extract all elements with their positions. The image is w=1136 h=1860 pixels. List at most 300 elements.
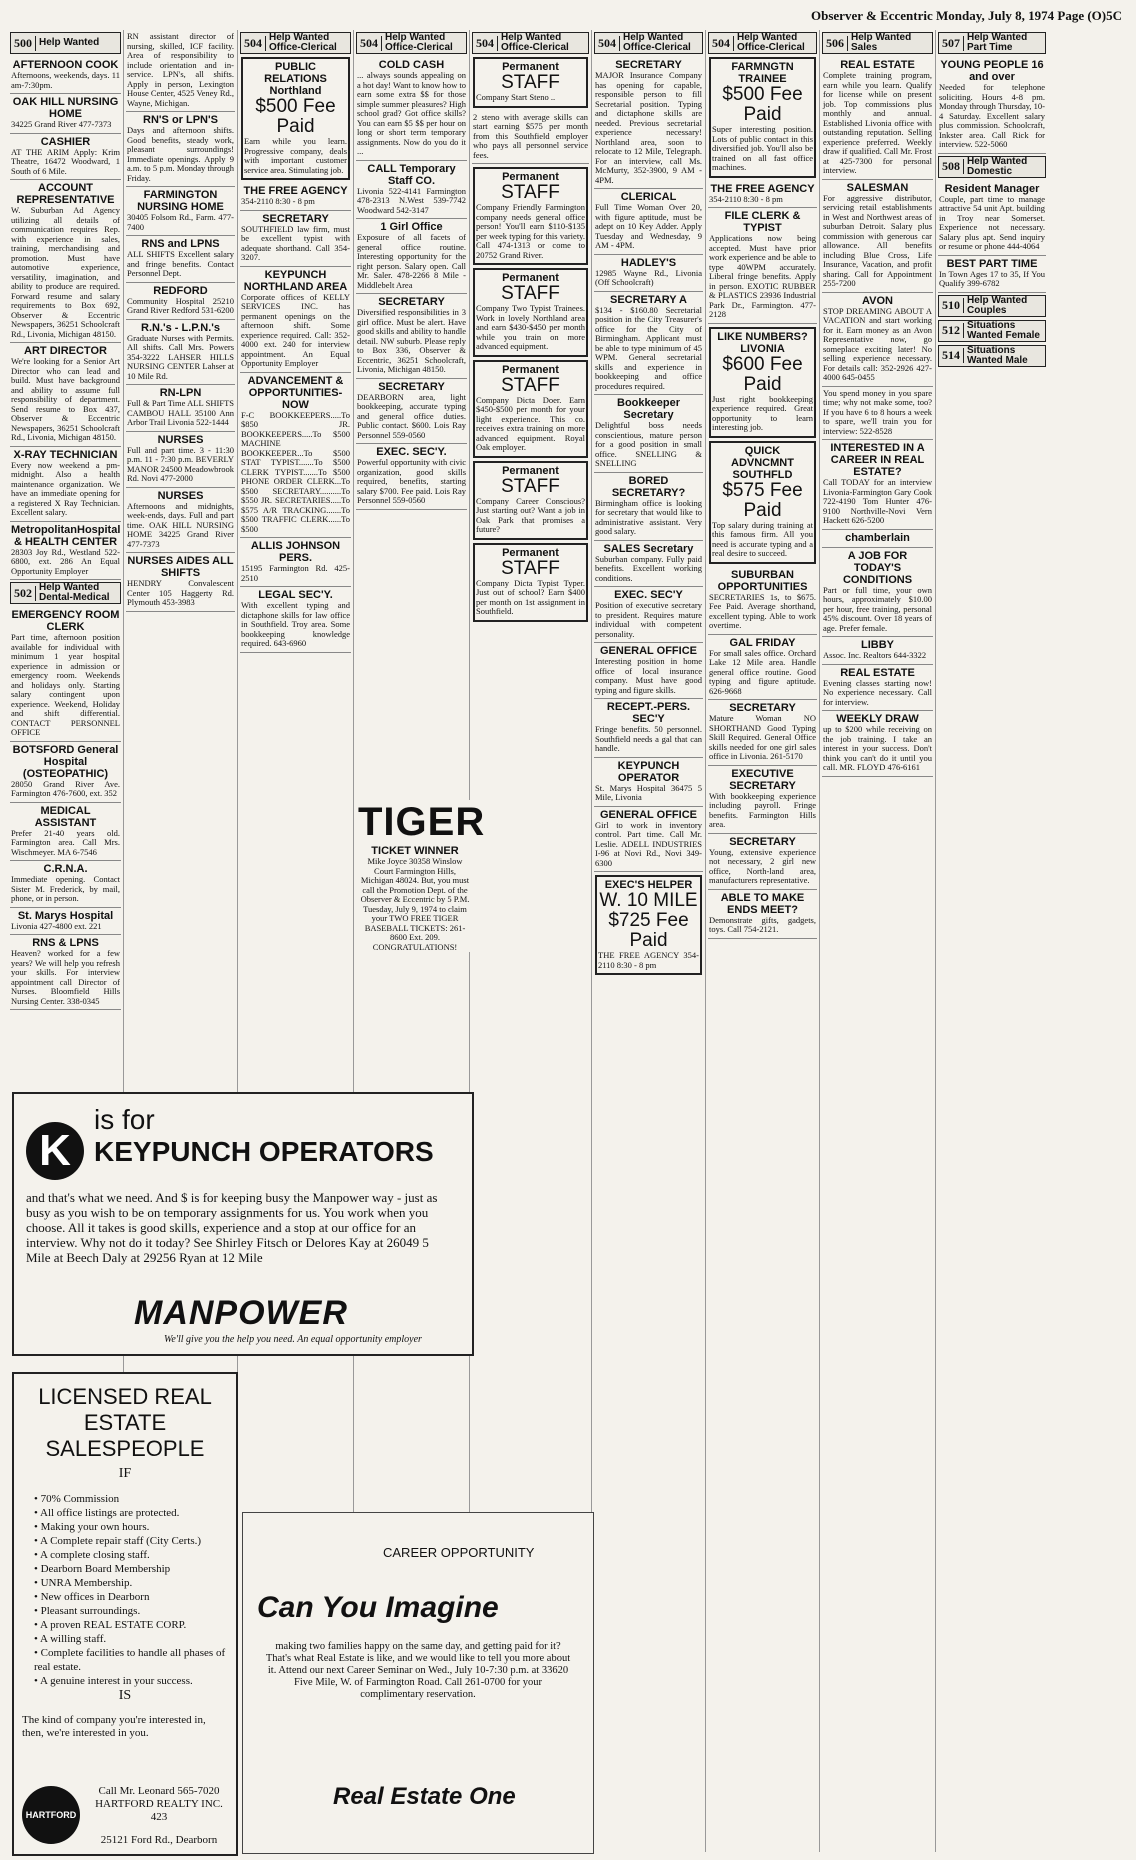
classified-ad: [594, 807, 703, 873]
ad-body: 28303 Joy Rd., Westland 522-6800, ext. 286 An Equal Opportunity Employer: [11, 546, 120, 576]
section-header: [938, 32, 1046, 54]
ad-headline: EXEC'S HELPER: [604, 879, 693, 891]
ad-display-text: STAFF: [501, 475, 560, 497]
tiger-subtitle: TICKET WINNER: [371, 845, 459, 857]
ad-headline: MetropolitanHospital & HEALTH CENTER: [11, 523, 121, 548]
classified-ad: [709, 327, 816, 438]
ad-headline: CLERICAL: [620, 191, 677, 203]
ad-body: Delightful boss needs conscientious, mature person for a good position in small office. SNELLING & SNELLING: [595, 420, 702, 468]
ad-body: In Town Ages 17 to 35, If You Qualify 399-6782: [939, 268, 1045, 288]
section-number: 507: [939, 36, 964, 51]
ad-body: 28050 Grand River Ave. Farmington 476-7600, ext. 352: [11, 778, 120, 798]
classified-ad: [594, 292, 703, 396]
ad-display-text: STAFF: [501, 182, 560, 203]
classified-ad: [594, 541, 703, 588]
classified-ad: [594, 189, 703, 255]
ad-body: Immediate opening. Contact Sister M. Frederick, by mail, phone, or in person.: [11, 874, 120, 903]
ad-headline: REAL ESTATE: [840, 59, 915, 71]
ad-headline: REDFORD: [153, 284, 208, 297]
classified-ad: [10, 522, 121, 581]
keypunch-line1: is for: [94, 1104, 155, 1135]
ad-body: MAJOR Insurance Company has opening for capable, responsible person to fill Secretarial position. Typing and dictaphone skills are needed. Previous secretarial experience necessary! Northland area, soon to relocate to 12 Mile, Telegraph. For an interview, call Ms. McMurty, 352-3900, 9 AM - 4PM.: [595, 70, 702, 185]
ad-body: AT THE ARIM Apply: Krim Theatre, 16472 Woodward, 1 South of 6 Mile.: [11, 146, 120, 176]
classified-ad: [473, 461, 588, 540]
classified-ad: [708, 834, 817, 890]
section-number: 512: [939, 323, 964, 338]
ad-headline: Permanent: [502, 272, 559, 284]
classified-ad: [126, 112, 235, 187]
section-header: [938, 320, 1046, 342]
ad-body: Corporate offices of KELLY SERVICES INC. has permanent openings on the afternoon shift. Some experience required. Call: 352-4000 ext. 240 for interview appointment. An Equal Opportunity Employer: [241, 291, 350, 368]
ad-body: Company Start Steno ..: [476, 92, 556, 102]
classified-ad: [595, 875, 702, 975]
section-header: [10, 32, 121, 54]
classified-ad: [594, 57, 703, 189]
ad-headline: WEEKLY DRAW: [836, 713, 919, 725]
ad-body: Full Time Woman Over 20, with figure aptitude, must be adept on 10 Key Adder. Apply Tuesday and Wednesday, 9 AM - 4PM.: [595, 202, 702, 250]
ad-body: For aggressive distributor, servicing retail establishments in West and Northwest areas of suburban Detroit. Salary plus commission with generous car allowance. All benefits including Blue Cross, Life Insurance, Vacation, and profit sharing. Call for Appointment 255-7200: [823, 192, 932, 288]
classified-column-7: [708, 30, 820, 1852]
ad-headline: EMERGENCY ROOM CLERK: [11, 609, 120, 633]
ad-headline: NURSES: [157, 433, 204, 446]
ad-headline: EXECUTIVE SECRETARY: [729, 767, 796, 792]
ad-body: 15195 Farmington Rd. 425-2510: [241, 563, 350, 583]
section-header: [822, 32, 933, 54]
ad-body: Assoc. Inc. Realtors 644-3322: [823, 650, 927, 660]
classified-ad: [10, 803, 121, 862]
section-number: 502: [11, 586, 36, 601]
ad-body: Young, extensive experience not necessary, 2 girl new office, North-land area, manufacturers representative.: [709, 846, 816, 885]
ad-headline: MEDICAL ASSISTANT: [34, 804, 97, 829]
section-header: [708, 32, 817, 54]
section-header: [938, 156, 1046, 178]
manpower-brand: MANPOWER: [134, 1294, 348, 1332]
hartford-title: LICENSED REAL ESTATE SALESPEOPLE: [38, 1384, 212, 1461]
ad-headline: A JOB FOR TODAY'S CONDITIONS: [842, 549, 913, 586]
section-number: 510: [939, 298, 964, 313]
classified-column-6: [594, 30, 706, 1852]
ad-body: 354-2110 8:30 - 8 pm: [241, 196, 315, 206]
section-header: [938, 295, 1046, 317]
section-number: 504: [357, 36, 382, 51]
ad-headline: SUBURBAN OPPORTUNITIES: [717, 568, 808, 593]
ad-body: St. Marys Hospital 36475 5 Mile, Livonia: [595, 782, 702, 802]
hartford-benefit-item: • A Complete repair staff (City Certs.): [34, 1534, 236, 1548]
section-header: [594, 32, 703, 54]
section-number: 504: [595, 36, 620, 51]
classified-ad: [10, 180, 121, 343]
ad-headline: THE FREE AGENCY: [710, 182, 815, 195]
ad-headline: SECRETARY: [729, 702, 796, 714]
ad-headline: GENERAL OFFICE: [600, 645, 697, 657]
ad-headline: AFTERNOON COOK: [12, 59, 119, 71]
section-number: 500: [11, 36, 36, 51]
tiger-word: TIGER: [358, 800, 486, 844]
classified-ad: [709, 57, 816, 178]
ad-headline: AVON: [862, 294, 893, 307]
ad-headline: NURSES AIDES ALL SHIFTS: [127, 555, 234, 579]
ad-headline: NURSES: [157, 489, 204, 502]
ad-body: Fringe benefits. 50 personnel. Southfield needs a gal that can handle.: [595, 724, 702, 753]
classified-ad: [822, 548, 933, 638]
hartford-contact: Call Mr. Leonard 565-7020 HARTFORD REALTY INC. 423: [95, 1785, 223, 1823]
ad-body: Livonia 427-4800 ext. 221: [11, 920, 102, 931]
classified-ad: [10, 908, 121, 936]
section-title: Help Wanted Part Time: [967, 32, 1028, 53]
classified-ad: [822, 57, 933, 180]
classified-ad: [594, 699, 703, 758]
classified-ad: [822, 665, 933, 712]
ad-body: Company Friendly Farmington company needs general office person! You'll earn $110-$135 per week typing for this variety. Call 474-1313 or come to 20752 Grand River.: [476, 202, 585, 260]
ad-display-text: STAFF: [501, 283, 560, 304]
hartford-address: 25121 Ford Rd., Dearborn: [100, 1834, 218, 1846]
ad-body: With bookkeeping experience including payroll. Fringe benefits. Farmington Hills area.: [709, 790, 816, 829]
hartford-benefit-list: [34, 1492, 236, 1688]
ad-body: Call TODAY for an interview Livonia-Farmington Gary Cook 722-4190 Tom Hunter 476-9100 Northville-Novi Vern Hackett 626-5200: [823, 477, 932, 525]
masthead: Observer & Eccentric Monday, July 8, 1974 Page (O)5C: [811, 8, 1122, 23]
classified-ad: [594, 255, 703, 292]
ad-body: Demonstrate gifts, gadgets, toys. Call 754-2121.: [709, 914, 816, 934]
ad-body: Graduate Nurses with Permits. All shifts. Call Mrs. Powers 354-3222 LAHSER HILLS NURSING CENTER Lahser at 10 Mile Rd.: [127, 332, 234, 381]
ad-headline: FILE CLERK & TYPIST: [724, 210, 801, 234]
ad-headline: ART DIRECTOR: [24, 345, 107, 357]
ad-body: STOP DREAMING ABOUT A VACATION and start working for it. Earn money as an Avon Representative now, go someplace exciting later! No selling experience necessary. For details call: 352-2926 427-4000 645-0455: [823, 305, 932, 382]
classified-ad: [594, 758, 703, 807]
keypunch-line2: KEYPUNCH OPERATORS: [94, 1136, 434, 1167]
ad-body: 354-2110 8:30 - 8 pm: [709, 193, 783, 204]
ad-display-text: STAFF: [501, 374, 560, 396]
ad-body: Company Career Conscious? Just starting out? Want a job in Oak Park that promises a future?: [476, 495, 585, 534]
classified-ad: [938, 181, 1046, 256]
keypunch-body: and that's what we need. And $ is for keeping busy the Manpower way - just as busy as you wish to be on temporary assignments for us. You work when you choose. All it takes is good skills, experience and a stop at our office for an interview. Why not do it today? See Shirley Fitsch or Delores Kay at 26049 5 Mile at Beech Daly at 29256 Ryan at 12 Mile: [26, 1190, 438, 1265]
ad-body: RN assistant director of nursing, skilled, ICF facility. Area of responsibility to include orientation and in-service. LPN's, all shifts. Apply in person, Lexington House Center, 4525 Veney Rd., Wayne, Michigan.: [127, 31, 234, 108]
hartford-if: IF: [118, 1466, 132, 1481]
section-title: Help Wanted Couples: [967, 294, 1028, 316]
ad-headline: LIKE NUMBERS? LIVONIA: [717, 330, 808, 355]
ad-headline: SECRETARY: [262, 212, 329, 225]
ad-body: 2 steno with average skills can start earning $575 per month from this Southfield employer who pays all personnel service fees.: [473, 111, 588, 160]
section-header: [356, 32, 467, 54]
classified-ad: [240, 587, 351, 653]
ad-headline: RN'S or LPN'S: [143, 114, 218, 126]
ad-headline: SECRETARY A: [609, 293, 687, 306]
classified-ad: [126, 488, 235, 554]
ad-body: Super interesting position. Lots of public contact in this diversified job. You'll also be trained on all fast office machines.: [712, 124, 813, 172]
classified-ad: [240, 267, 351, 373]
ad-body: Couple, part time to manage attractive 54 unit Apt. building in Troy near Somerset. Experience not necessary. Salary plus apt. Send inquiry or resume or phone 444-4064: [939, 193, 1045, 251]
ad-headline: LEGAL SEC'Y.: [258, 589, 333, 601]
ad-body: Company Dicta Doer. Earn $450-$500 per month for your light experience. This co. receives extra training on more advanced equipment. Royal Oak employer.: [476, 394, 585, 452]
classified-ad: [10, 343, 121, 447]
ad-body: Complete training program, earn while you learn. Qualify for license while on present job. Top commissions plus monthly and annual. Established Livonia office with outstanding reputation. Selling experience preferred. Weekly draw if qualified. Call Mr. Frost at 425-7300 for personal interview.: [823, 70, 932, 175]
ad-body: F-C BOOKKEEPERS.....To $850 JR. BOOKKEEPERS.....To $500 MACHINE BOOKKEEPER...To $500 STAT TYPIST.......To $500 CLERK TYPIST.......To $500 PHONE ORDER CLERK...To $500 SECRETARY..........To $550 JR. SECRETARIES.....To $575 A/R TRACKING.......To $500 TRAFFIC CLERK......To $500: [241, 409, 350, 534]
ad-body: Powerful opportunity with civic organization, good skills required, benefits, starting salary $700. Fee paid. Lois Ray Personnel 559-0560: [357, 457, 466, 505]
ad-headline: X-RAY TECHNICIAN: [13, 448, 118, 461]
hartford-benefit-item: • New offices in Dearborn: [34, 1590, 236, 1604]
ad-body: Prefer 21-40 years old. Farmington area. Call Mrs. Wischmeyer. MA 6-7546: [11, 827, 120, 857]
section-number: 504: [709, 36, 734, 51]
ad-headline: Permanent: [502, 171, 559, 183]
section-title: Help Wanted: [39, 37, 100, 48]
section-title: Help Wanted Office-Clerical: [737, 32, 805, 53]
ad-body: 12985 Wayne Rd., Livonia (Off Schoolcraft): [595, 267, 702, 287]
ad-body: DEARBORN area, light bookkeeping, accurate typing and general office duties. Public contact. $600. Lois Ray Personnel 559-0560: [357, 391, 466, 440]
classified-ad: [126, 30, 235, 112]
ad-body: Suburban company. Fully paid benefits. Excellent working conditions.: [595, 553, 702, 583]
ad-headline: KEYPUNCH NORTHLAND AREA: [243, 268, 348, 293]
classified-ad: [240, 183, 351, 211]
ad-headline: chamberlain: [845, 531, 910, 544]
ad-body: Days and afternoon shifts. Good benefits, steady work, pleasant surroundings! Immediate openings. Apply 9 a.m. to 5 p.m. Monday through Friday.: [127, 125, 234, 183]
ad-headline: FARMNGTN TRAINEE: [731, 61, 794, 85]
section-title: Help Wanted Office-Clerical: [501, 32, 569, 53]
classified-ad: [10, 742, 121, 803]
classified-ad: [126, 187, 235, 236]
classified-ad: [822, 530, 933, 548]
ad-body: Livonia 522-4141 Farmington 478-2313 N.West 539-7742 Woodward 542-3147: [357, 185, 466, 215]
classified-ad: [10, 134, 121, 181]
ad-display-text: W. 10 MILE $725 Fee Paid: [599, 890, 698, 951]
section-number: 504: [241, 36, 266, 51]
career-title: CAREER OPPORTUNITY: [383, 1545, 535, 1560]
ad-headline: ACCOUNT REPRESENTATIVE: [16, 182, 115, 206]
ad-headline: SALES Secretary: [603, 542, 694, 555]
classified-ad: [708, 766, 817, 834]
ad-headline: ALLIS JOHNSON PERS.: [250, 540, 341, 564]
hartford-logo: HARTFORD: [22, 1786, 80, 1844]
ad-body: Diversified responsibilities in 3 girl office. Must be alert. Have good skills and ability to handle detail. NW suburb. Please reply to Box 336, Observer & Eccentric, 36251 Schoolcraft, Livonia, Michigan 48150.: [357, 307, 466, 374]
ad-body: up to $200 while receiving on the job training. I take an interest in your success. Don't think you can't do it until you call. MR. FLOYD 476-6161: [823, 724, 932, 772]
section-title: Situations Wanted Male: [967, 344, 1028, 366]
ad-headline: BORED SECRETARY?: [611, 474, 686, 499]
hartford-benefit-item: • Pleasant surroundings.: [34, 1604, 236, 1618]
ad-body: Applications now being accepted. Must have prior work experience and be able to type 40WPM accurately. Liberal fringe benefits. Apply in person. EXOTIC RUBBER & PLASTICS 23936 Industrial Park Dr., Farmington. 477-2128: [709, 233, 816, 319]
section-header: [240, 32, 351, 54]
ad-body: Company Two Typist Trainees. Work in lovely Northland area and earn $430-$450 per month while you train on more advanced equipment.: [476, 303, 585, 351]
classified-ad: [10, 94, 121, 134]
section-header: [472, 32, 589, 54]
classified-ad: [822, 180, 933, 293]
classified-ad: [472, 111, 589, 165]
section-number: 514: [939, 348, 964, 363]
classified-ad: [473, 167, 588, 265]
hartford-benefit-item: • A proven REAL ESTATE CORP.: [34, 1618, 236, 1632]
classified-ad: [594, 587, 703, 643]
classified-ad: [594, 473, 703, 541]
ad-display-text: STAFF: [501, 557, 560, 579]
ad-body: SOUTHFIELD law firm, must be excellent typist with adequate shorthand. Call 354-3207.: [241, 223, 350, 262]
classified-ad: [473, 543, 588, 622]
manpower-keypunch-ad: [12, 1092, 474, 1356]
classified-ad: [938, 57, 1046, 154]
classified-ad: [240, 211, 351, 267]
classified-ad: [822, 440, 933, 530]
classified-ad: [708, 635, 817, 701]
ad-body: Evening classes starting now! No experience necessary. Call for interview.: [823, 677, 932, 707]
real-estate-one-logo: Real Estate One: [333, 1783, 516, 1810]
hartford-body: The kind of company you're interested in, then, we're interested in you.: [22, 1714, 206, 1739]
ad-body: Community Hospital 25210 Grand River Redford 531-6200: [127, 295, 234, 315]
classified-ad: [10, 935, 121, 1010]
ad-display-text: $600 Fee Paid: [722, 353, 803, 395]
hartford-benefit-item: • A willing staff.: [34, 1632, 236, 1646]
ad-headline: GAL FRIDAY: [729, 636, 796, 649]
ad-headline: SECRETARY: [378, 380, 445, 393]
classified-ad: [126, 320, 235, 386]
section-title: Help Wanted Domestic: [967, 155, 1028, 177]
ad-headline: CALL Temporary Staff CO.: [367, 162, 456, 187]
ad-headline: SECRETARY: [729, 835, 796, 848]
classified-ad: [594, 395, 703, 473]
hartford-benefit-item: • Dearborn Board Membership: [34, 1562, 236, 1576]
ad-body: Part or full time, your own hours, approximately $10.00 per hour, free training, personal 45% discount. Over 18 years of age. Prefer female.: [823, 584, 932, 633]
classified-ad: [10, 57, 121, 94]
ad-body: Top salary during training at this famous firm. All you need is accurate typing and a real desire to succeed.: [712, 519, 813, 558]
classified-ad: [473, 268, 588, 357]
classified-ad: [126, 432, 235, 488]
ad-body: Earn while you learn. Progressive company, deals with important customer service area. Stimulating job.: [244, 136, 347, 175]
hartford-benefit-item: • A complete closing staff.: [34, 1548, 236, 1562]
ad-headline: QUICK ADVNCMNT SOUTHFLD: [731, 444, 794, 481]
classified-ad: [938, 256, 1046, 293]
manpower-k-logo: K: [26, 1122, 84, 1180]
section-title: Help Wanted Office-Clerical: [269, 32, 337, 53]
classified-ad: [822, 387, 933, 441]
ad-headline: BOTSFORD General Hospital (OSTEOPATHIC): [12, 743, 119, 780]
classified-ad: [126, 553, 235, 612]
ad-display-text: $500 Fee Paid: [722, 84, 803, 125]
ad-headline: EXEC. SEC'Y: [614, 589, 683, 601]
classified-ad: [708, 700, 817, 766]
ad-display-text: STAFF: [501, 72, 560, 93]
classified-ad: [356, 219, 467, 294]
ad-headline: COLD CASH: [378, 59, 445, 71]
ad-body: ALL SHIFTS Excellent salary and fringe benefits. Contact Personnel Dept.: [127, 249, 234, 278]
classified-ad: [822, 293, 933, 387]
ad-body: THE FREE AGENCY 354-2110 8:30 - 8 pm: [598, 950, 699, 970]
ad-headline: GENERAL OFFICE: [600, 808, 697, 821]
ad-body: Interesting position in home office of local insurance company. Must have good typing and figure skills.: [595, 656, 702, 695]
classified-column-9: [938, 30, 1048, 1852]
ad-headline: CASHIER: [40, 135, 91, 148]
ad-headline: Bookkeeper Secretary: [617, 397, 680, 421]
hartford-realty-ad: [12, 1372, 238, 1856]
classified-ad: [473, 57, 588, 108]
ad-body: 30405 Folsom Rd., Farm. 477-7400: [127, 212, 234, 232]
ad-body: Just right bookkeeping experience required. Great opportunity to learn interesting job.: [712, 393, 813, 432]
section-title: Situations Wanted Female: [967, 319, 1040, 341]
ad-headline: INTERESTED IN A CAREER IN REAL ESTATE?: [830, 442, 925, 478]
ad-body: Mature Woman NO SHORTHAND Good Typing Skill Required. General Office skills needed for one girl sales office in Livonia. 261-5170: [709, 713, 816, 761]
ad-body: Birmingham office is looking for secretary that would like to administrative assistant. Very good salary.: [595, 497, 702, 536]
section-header: [10, 582, 121, 604]
section-number: 506: [823, 36, 848, 51]
ad-body: Full and part time. 3 - 11:30 p.m. 11 - 7:30 p.m. BEVERLY MANOR 24500 Meadowbrook Rd. Novi 477-2000: [127, 444, 234, 483]
ad-headline: R.N.'s - L.P.N.'s: [141, 321, 220, 334]
ad-headline: KEYPUNCH OPERATOR: [617, 759, 680, 784]
ad-headline: THE FREE AGENCY: [243, 185, 348, 197]
manpower-tagline: We'll give you the help you need. An equal opportunity employer: [164, 1334, 422, 1345]
ad-body: You spend money in you spare time; why not make some, too? If you have 6 to 8 hours a week to spare, we'll train you for interview: 522-8528: [823, 387, 932, 436]
ad-body: We're looking for a Senior Art Director who can lead and build. Must have background and ability to assume full responsibility of department. Send resume to Box 437, Observer & Eccentric Newspapers, 36251 Schoolcraft Rd., Livonia, Michigan 48150.: [11, 356, 120, 442]
ad-headline: ABLE TO MAKE ENDS MEET?: [720, 891, 805, 916]
ad-body: 34225 Grand River 477-7373: [11, 119, 112, 129]
classified-ad: [356, 294, 467, 379]
classified-ad: [473, 360, 588, 458]
ad-headline: Permanent: [502, 363, 559, 376]
ad-body: Afternoons and midnights, week-ends, days. Full and part time. OAK HILL NURSING HOME 34225 Grand River 477-7373: [127, 500, 234, 549]
classified-ad: [708, 890, 817, 939]
hartford-benefit-item: • Complete facilities to handle all phases of real estate.: [34, 1646, 236, 1674]
ad-headline: Permanent: [502, 546, 559, 559]
ad-body: Afternoons, weekends, days. 11 am-7:30pm.: [11, 70, 120, 90]
hartford-benefit-item: • 70% Commission: [34, 1492, 236, 1506]
ad-display-text: $500 Fee Paid: [255, 96, 336, 137]
hartford-benefit-item: • All office listings are protected.: [34, 1506, 236, 1520]
ad-body: For small sales office. Orchard Lake 12 Mile area. Handle general office routine. Good typing and figure aptitude. 626-9668: [709, 647, 816, 696]
ad-headline: St. Marys Hospital: [17, 909, 114, 922]
ad-headline: OAK HILL NURSING HOME: [12, 96, 119, 120]
section-title: Help Wanted Sales: [851, 32, 912, 53]
classified-ad: [708, 567, 817, 635]
ad-headline: HADLEY'S: [620, 256, 677, 269]
section-title: Help Wanted Dental-Medical: [39, 582, 110, 603]
ad-headline: BEST PART TIME: [946, 257, 1038, 270]
ad-body: Company Dicta Typist Typer. Just out of school? Earn $400 per month on 1st assignment in Southfield.: [476, 577, 585, 616]
classified-ad: [126, 283, 235, 320]
ad-headline: SECRETARY: [615, 59, 682, 71]
classified-ad: [708, 181, 817, 209]
classified-ad: [356, 379, 467, 445]
real-estate-one-ad: [242, 1512, 594, 1854]
classified-ad: [10, 861, 121, 908]
section-title: Help Wanted Office-Clerical: [385, 32, 453, 53]
section-number: 508: [939, 159, 964, 174]
ad-body: Part time, afternoon position available for individual with minimum 1 year hospital experience in admission or emergency room. Weekends and holidays only. Starting salary contingent upon experience. Weekend, Holiday and shift differential. CONTACT PERSONNEL OFFICE: [11, 632, 120, 737]
classified-ad: [240, 373, 351, 539]
classified-ad: [356, 444, 467, 510]
classified-ad: [822, 637, 933, 665]
ad-headline: EXEC. SEC'Y.: [376, 446, 447, 458]
ad-headline: Resident Manager: [944, 182, 1040, 195]
hartford-benefit-item: • A genuine interest in your success.: [34, 1674, 236, 1688]
career-headline: Can You Imagine: [257, 1591, 499, 1624]
tiger-ticket-ad: [358, 800, 486, 952]
ad-headline: RNS & LPNS: [32, 937, 99, 949]
section-header: [938, 345, 1046, 367]
classified-ad: [10, 607, 121, 742]
ad-display-text: $575 Fee Paid: [722, 479, 803, 521]
classified-ad: [594, 643, 703, 699]
classified-ad: [241, 57, 350, 180]
ad-body: Position of executive secretary to president. Requires mature individual with competent personality.: [595, 600, 702, 639]
section-title: Help Wanted Office-Clerical: [623, 32, 691, 53]
ad-body: Full & Part Time ALL SHIFTS CAMBOU HALL 35100 Ann Arbor Trail Livonia 522-1444: [127, 398, 234, 427]
ad-headline: RN-LPN: [159, 387, 202, 399]
ad-body: Girl to work in inventory control. Part time. Call Mr. Leslie. ADELL INDUSTRIES I-96 at Novi Rd., Novi 349-6300: [595, 819, 702, 868]
ad-headline: PUBLIC RELATIONS Northland: [264, 61, 327, 97]
ad-headline: RECEPT.-PERS. SEC'Y: [606, 701, 691, 725]
ad-headline: RNS and LPNS: [141, 238, 220, 250]
ad-body: $134 - $160.80 Secretarial position in the City Treasurer's office for the City of Birmingham. Applicant must be able to type minimum of 45 WPM. General secretarial skills and experience in bookkeeping and office procedures required.: [595, 304, 702, 391]
ad-headline: 1 Girl Office: [380, 221, 443, 233]
classified-ad: [708, 208, 817, 324]
hartford-benefit-item: • Making your own hours.: [34, 1520, 236, 1534]
ad-headline: ADVANCEMENT & OPPORTUNITIES-NOW: [247, 374, 344, 411]
tiger-body: Mike Joyce 30358 Winslow Court Farmington Hills, Michigan 48024. But, you must call the Promotion Dept. of the Observer & Eccentric by 5 P.M. Tuesday, July 9, 1974 to claim your TWO FREE TIGER BASEBALL TICKETS: 261-8600 Ext. 209. CONGRATULATIONS!: [360, 856, 470, 952]
ad-body: SECRETARIES 1s, to $675. Fee Paid. Average shorthand, excellent typing. Able to work overtime.: [709, 591, 816, 630]
ad-body: With excellent typing and dictaphone skills for law office in Southfield. Troy area. Some bookkeeping knowledge required. 643-6960: [241, 600, 350, 648]
